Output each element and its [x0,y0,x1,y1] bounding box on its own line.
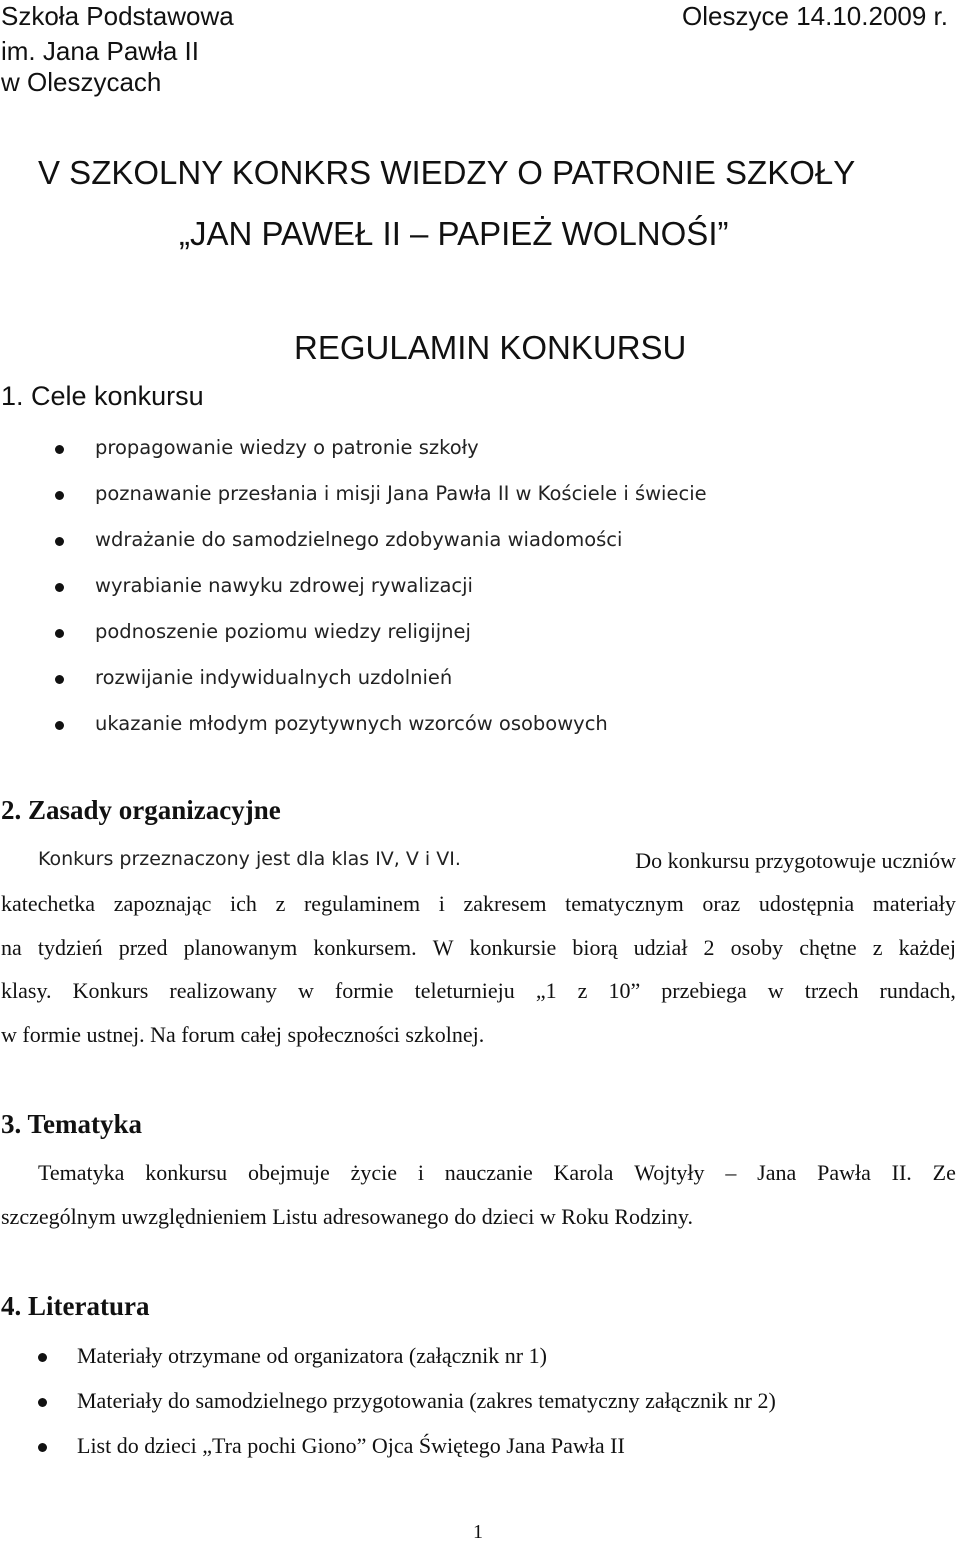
paragraph-word: Tematyka [38,1160,125,1185]
list-item-text: List do dzieci „Tra pochi Giono” Ojca Świętego Jana Pawła II [77,1433,625,1458]
paragraph-word: materiały [872,891,956,916]
bullet-icon [55,445,64,454]
paragraph-word: katechetka [1,891,96,916]
section1-heading: 1. Cele konkursu [1,381,204,411]
paragraph-word: z [577,978,588,1003]
paragraph-line: w formie ustnej. Na forum całej społeczności szkolnej. [1,1022,485,1047]
paragraph-line [1,893,956,915]
paragraph-word: i [438,891,445,916]
paragraph-word: chętne [799,935,857,960]
paragraph-word: ich [230,891,257,916]
bullet-icon [38,1443,47,1452]
school-name-line1: Szkoła Podstawowa [1,1,234,31]
paragraph-word: konkursu [145,1160,228,1185]
list-item-text: podnoszenie poziomu wiedzy religijnej [95,620,471,643]
section4-heading: 4. Literatura [1,1291,150,1321]
paragraph-word: „1 [535,978,557,1003]
paragraph-word: tydzień [37,935,103,960]
place-date: Oleszyce 14.10.2009 r. [682,1,948,31]
paragraph-word: konkursem. [313,935,417,960]
contest-title: V SZKOLNY KONKRS WIEDZY O PATRONIE SZKOŁY [38,154,856,191]
paragraph-line [38,1162,956,1184]
bullet-icon [55,721,64,730]
bullet-icon [38,1398,47,1407]
paragraph-word: regulaminem [303,891,421,916]
bullet-icon [55,629,64,638]
bullet-icon [55,537,64,546]
paragraph-line-part: Konkurs przeznaczony jest dla klas IV, V i VI. [38,848,461,870]
paragraph-word: oraz [702,891,741,916]
paragraph-line [1,937,956,959]
page-number: 1 [473,1521,483,1543]
paragraph-word: W [432,935,454,960]
paragraph-word: Jana [757,1160,797,1185]
paragraph-word: rundach, [879,978,956,1003]
paragraph-word: udostępnia [758,891,855,916]
bullet-icon [55,675,64,684]
paragraph-word: trzech [804,978,859,1003]
bullet-icon [55,491,64,500]
paragraph-word: zapoznając [113,891,212,916]
paragraph-word: tematycznym [565,891,684,916]
paragraph-word: 10” [608,978,641,1003]
paragraph-word: nauczanie [444,1160,533,1185]
paragraph-line: szczególnym uwzględnieniem Listu adresowanego do dzieci w Roku Rodziny. [1,1204,694,1229]
paragraph-word: każdej [898,935,956,960]
paragraph-word: w [297,978,314,1003]
list-item-text: Materiały otrzymane od organizatora (załącznik nr 1) [77,1343,547,1368]
paragraph-word: konkursie [469,935,557,960]
paragraph-word: obejmuje [247,1160,330,1185]
paragraph-word: teleturnieju [414,978,515,1003]
contest-subtitle: „JAN PAWEŁ II – PAPIEŻ WOLNOŚI” [179,215,729,252]
paragraph-word: 2 [703,935,715,960]
paragraph-word: osoby [730,935,784,960]
paragraph-word: Pawła [817,1160,871,1185]
paragraph-word: życie [350,1160,398,1185]
list-item-text: poznawanie przesłania i misji Jana Pawła II w Kościele i świecie [95,482,707,505]
paragraph-word: biorą [572,935,618,960]
paragraph-word: zakresem [463,891,547,916]
paragraph-word: w [767,978,784,1003]
paragraph-word: klasy. [1,978,52,1003]
list-item-text: wyrabianie nawyku zdrowej rywalizacji [95,574,473,597]
list-item-text: wdrażanie do samodzielnego zdobywania wiadomości [95,528,623,551]
bullet-icon [55,583,64,592]
list-item-text: rozwijanie indywidualnych uzdolnień [95,666,453,689]
paragraph-word: z [275,891,286,916]
paragraph-word: – [725,1160,737,1185]
paragraph-word: Karola [553,1160,614,1185]
paragraph-word: z [872,935,883,960]
paragraph-word: Wojtyły [634,1160,705,1185]
paragraph-word: na [1,935,22,960]
bullet-icon [38,1353,47,1362]
paragraph-line-part: Do konkursu przygotowuje uczniów [635,848,956,873]
paragraph-line [1,980,956,1002]
paragraph-word: Konkurs [72,978,149,1003]
list-item-text: propagowanie wiedzy o patronie szkoły [95,436,479,459]
section3-heading: 3. Tematyka [1,1109,143,1139]
paragraph-word: realizowany [169,978,277,1003]
paragraph-word: przed [118,935,168,960]
school-name-line2: im. Jana Pawła II [1,36,199,66]
paragraph-word: udział [633,935,688,960]
paragraph-word: i [417,1160,424,1185]
paragraph-word: przebiega [661,978,747,1003]
paragraph-word: planowanym [183,935,298,960]
regulamin-heading: REGULAMIN KONKURSU [294,329,687,366]
list-item-text: Materiały do samodzielnego przygotowania (zakres tematyczny załącznik nr 2) [77,1388,776,1413]
paragraph-line [38,850,956,876]
list-item-text: ukazanie młodym pozytywnych wzorców osobowych [95,712,608,735]
section2-heading: 2. Zasady organizacyjne [1,795,281,825]
school-name-line3: w Oleszycach [1,67,162,97]
paragraph-word: formie [334,978,394,1003]
paragraph-word: Ze [932,1160,956,1185]
paragraph-word: II. [891,1160,912,1185]
